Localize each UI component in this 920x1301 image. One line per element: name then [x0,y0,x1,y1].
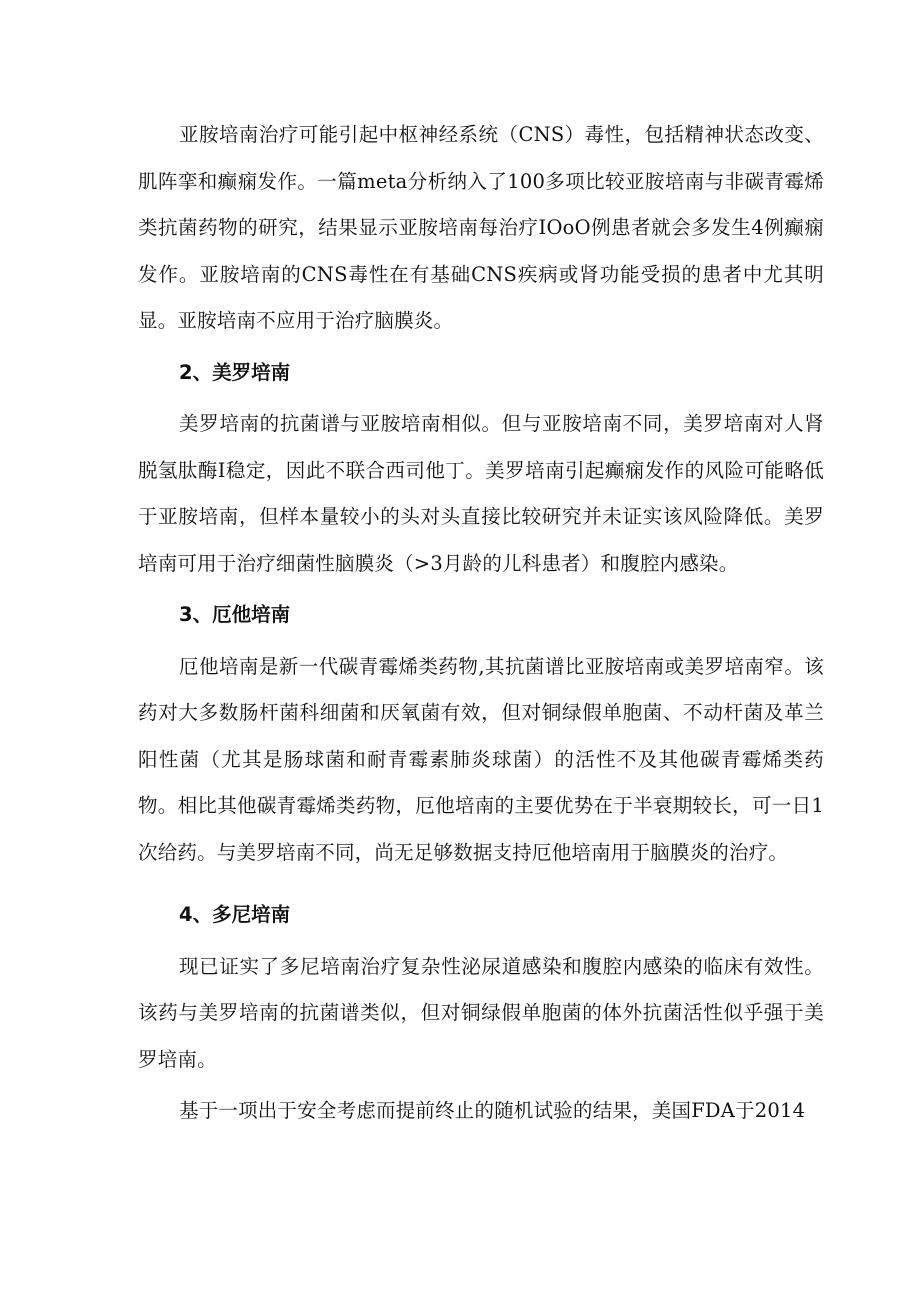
heading-meropenem: 2、美罗培南 [179,360,291,384]
paragraph-doripenem: 现已证实了多尼培南治疗复杂性泌尿道感染和腹腔内感染的临床有效性。该药与美罗培南的抗菌谱类似，但对铜绿假单胞菌的体外抗菌活性似乎强于美罗培南。 [138,954,824,1071]
paragraph-fda-note: 基于一项出于安全考虑而提前终止的随机试验的结果，美国FDA于2014 [179,1099,806,1122]
paragraph-ertapenem: 厄他培南是新一代碳青霉烯类药物,其抗菌谱比亚胺培南或美罗培南窄。该药对大多数肠杆菌科细菌和厌氧菌有效，但对铜绿假单胞菌、不动杆菌及革兰阳性菌（尤其是肠球菌和耐青霉素肺炎球菌）的活性不及其他碳青霉烯类药物。相比其他碳青霉烯类药物，厄他培南的主要优势在于半衰期较长，可一日1次给药。与美罗培南不同，尚无足够数据支持厄他培南用于脑膜炎的治疗。 [138,654,824,864]
paragraph-meropenem: 美罗培南的抗菌谱与亚胺培南相似。但与亚胺培南不同，美罗培南对人肾脱氢肽酶Ⅰ稳定，因此不联合西司他丁。美罗培南引起癫痫发作的风险可能略低于亚胺培南，但样本量较小的头对头直接比较研究并未证实该风险降低。美罗培南可用于治疗细菌性脑膜炎（>3月龄的儿科患者）和腹腔内感染。 [138,412,824,575]
document-body [138,112,824,1135]
paragraph-imipenem-cns-toxicity: 亚胺培南治疗可能引起中枢神经系统（CNS）毒性，包括精神状态改变、肌阵挛和癫痫发作。一篇meta分析纳入了100多项比较亚胺培南与非碳青霉烯类抗菌药物的研究，结果显示亚胺培南每治疗IOoO例患者就会多发生4例癫痫发作。亚胺培南的CNS毒性在有基础CNS疾病或肾功能受损的患者中尤其明显。亚胺培南不应用于治疗脑膜炎。 [138,123,824,332]
heading-doripenem: 4、多尼培南 [179,903,291,926]
heading-ertapenem: 3、厄他培南 [179,603,291,626]
